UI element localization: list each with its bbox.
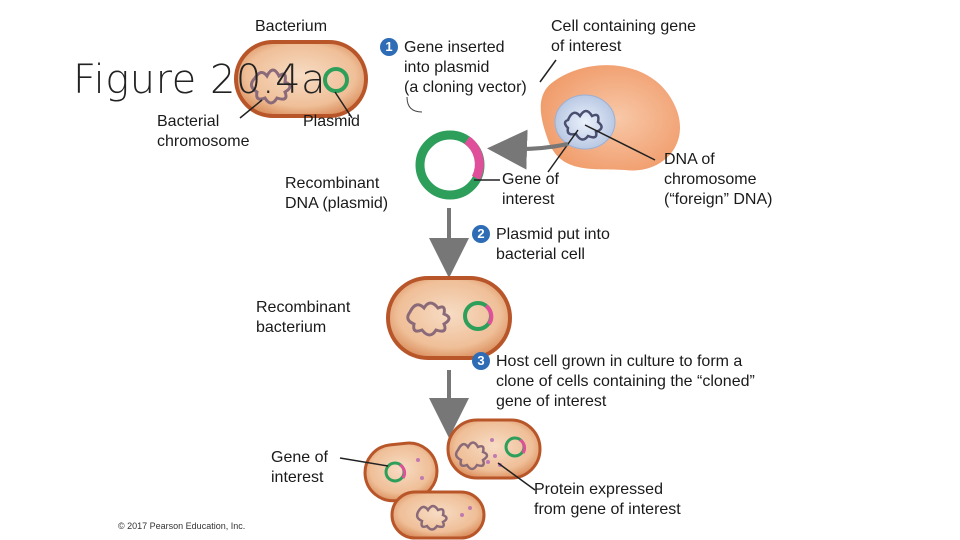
step-2-number: 2: [472, 225, 490, 243]
figure-title: Figure 20.4a: [73, 57, 327, 103]
recombinant-bacterium: [388, 278, 510, 358]
label-gene-of-interest-top: Gene of interest: [502, 171, 559, 208]
step-3-number: 3: [472, 352, 490, 370]
label-bacterial-chromosome: Bacterial chromosome: [157, 113, 250, 150]
label-recombinant-dna: Recombinant DNA (plasmid): [285, 175, 389, 212]
label-recombinant-bacterium: Recombinant bacterium: [256, 299, 351, 336]
label-gene-of-interest-bottom: Gene of interest: [271, 449, 328, 486]
copyright-notice: © 2017 Pearson Education, Inc.: [118, 521, 246, 531]
label-bacterium: Bacterium: [255, 18, 328, 35]
label-plasmid: Plasmid: [303, 113, 360, 130]
cloned-bacteria: [362, 420, 540, 538]
label-dna-of-chromosome: DNA of chromosome (“foreign” DNA): [664, 151, 773, 208]
step-1: [380, 38, 527, 98]
label-cell-containing-gene: Cell containing gene of interest: [551, 18, 696, 55]
step-1-text: Gene inserted into plasmid (a cloning vector): [404, 39, 527, 96]
host-cell: [541, 65, 680, 170]
step-3: [472, 352, 755, 412]
label-protein-expressed: Protein expressed from gene of interest: [534, 481, 681, 518]
step-1-number: 1: [380, 38, 398, 56]
recombinant-plasmid: [420, 135, 480, 195]
step-2-text: Plasmid put into bacterial cell: [496, 226, 610, 263]
step-3-text: Host cell grown in culture to form a clone of cells containing the “cloned” gene of interest: [496, 353, 755, 410]
step-2: [472, 225, 610, 265]
